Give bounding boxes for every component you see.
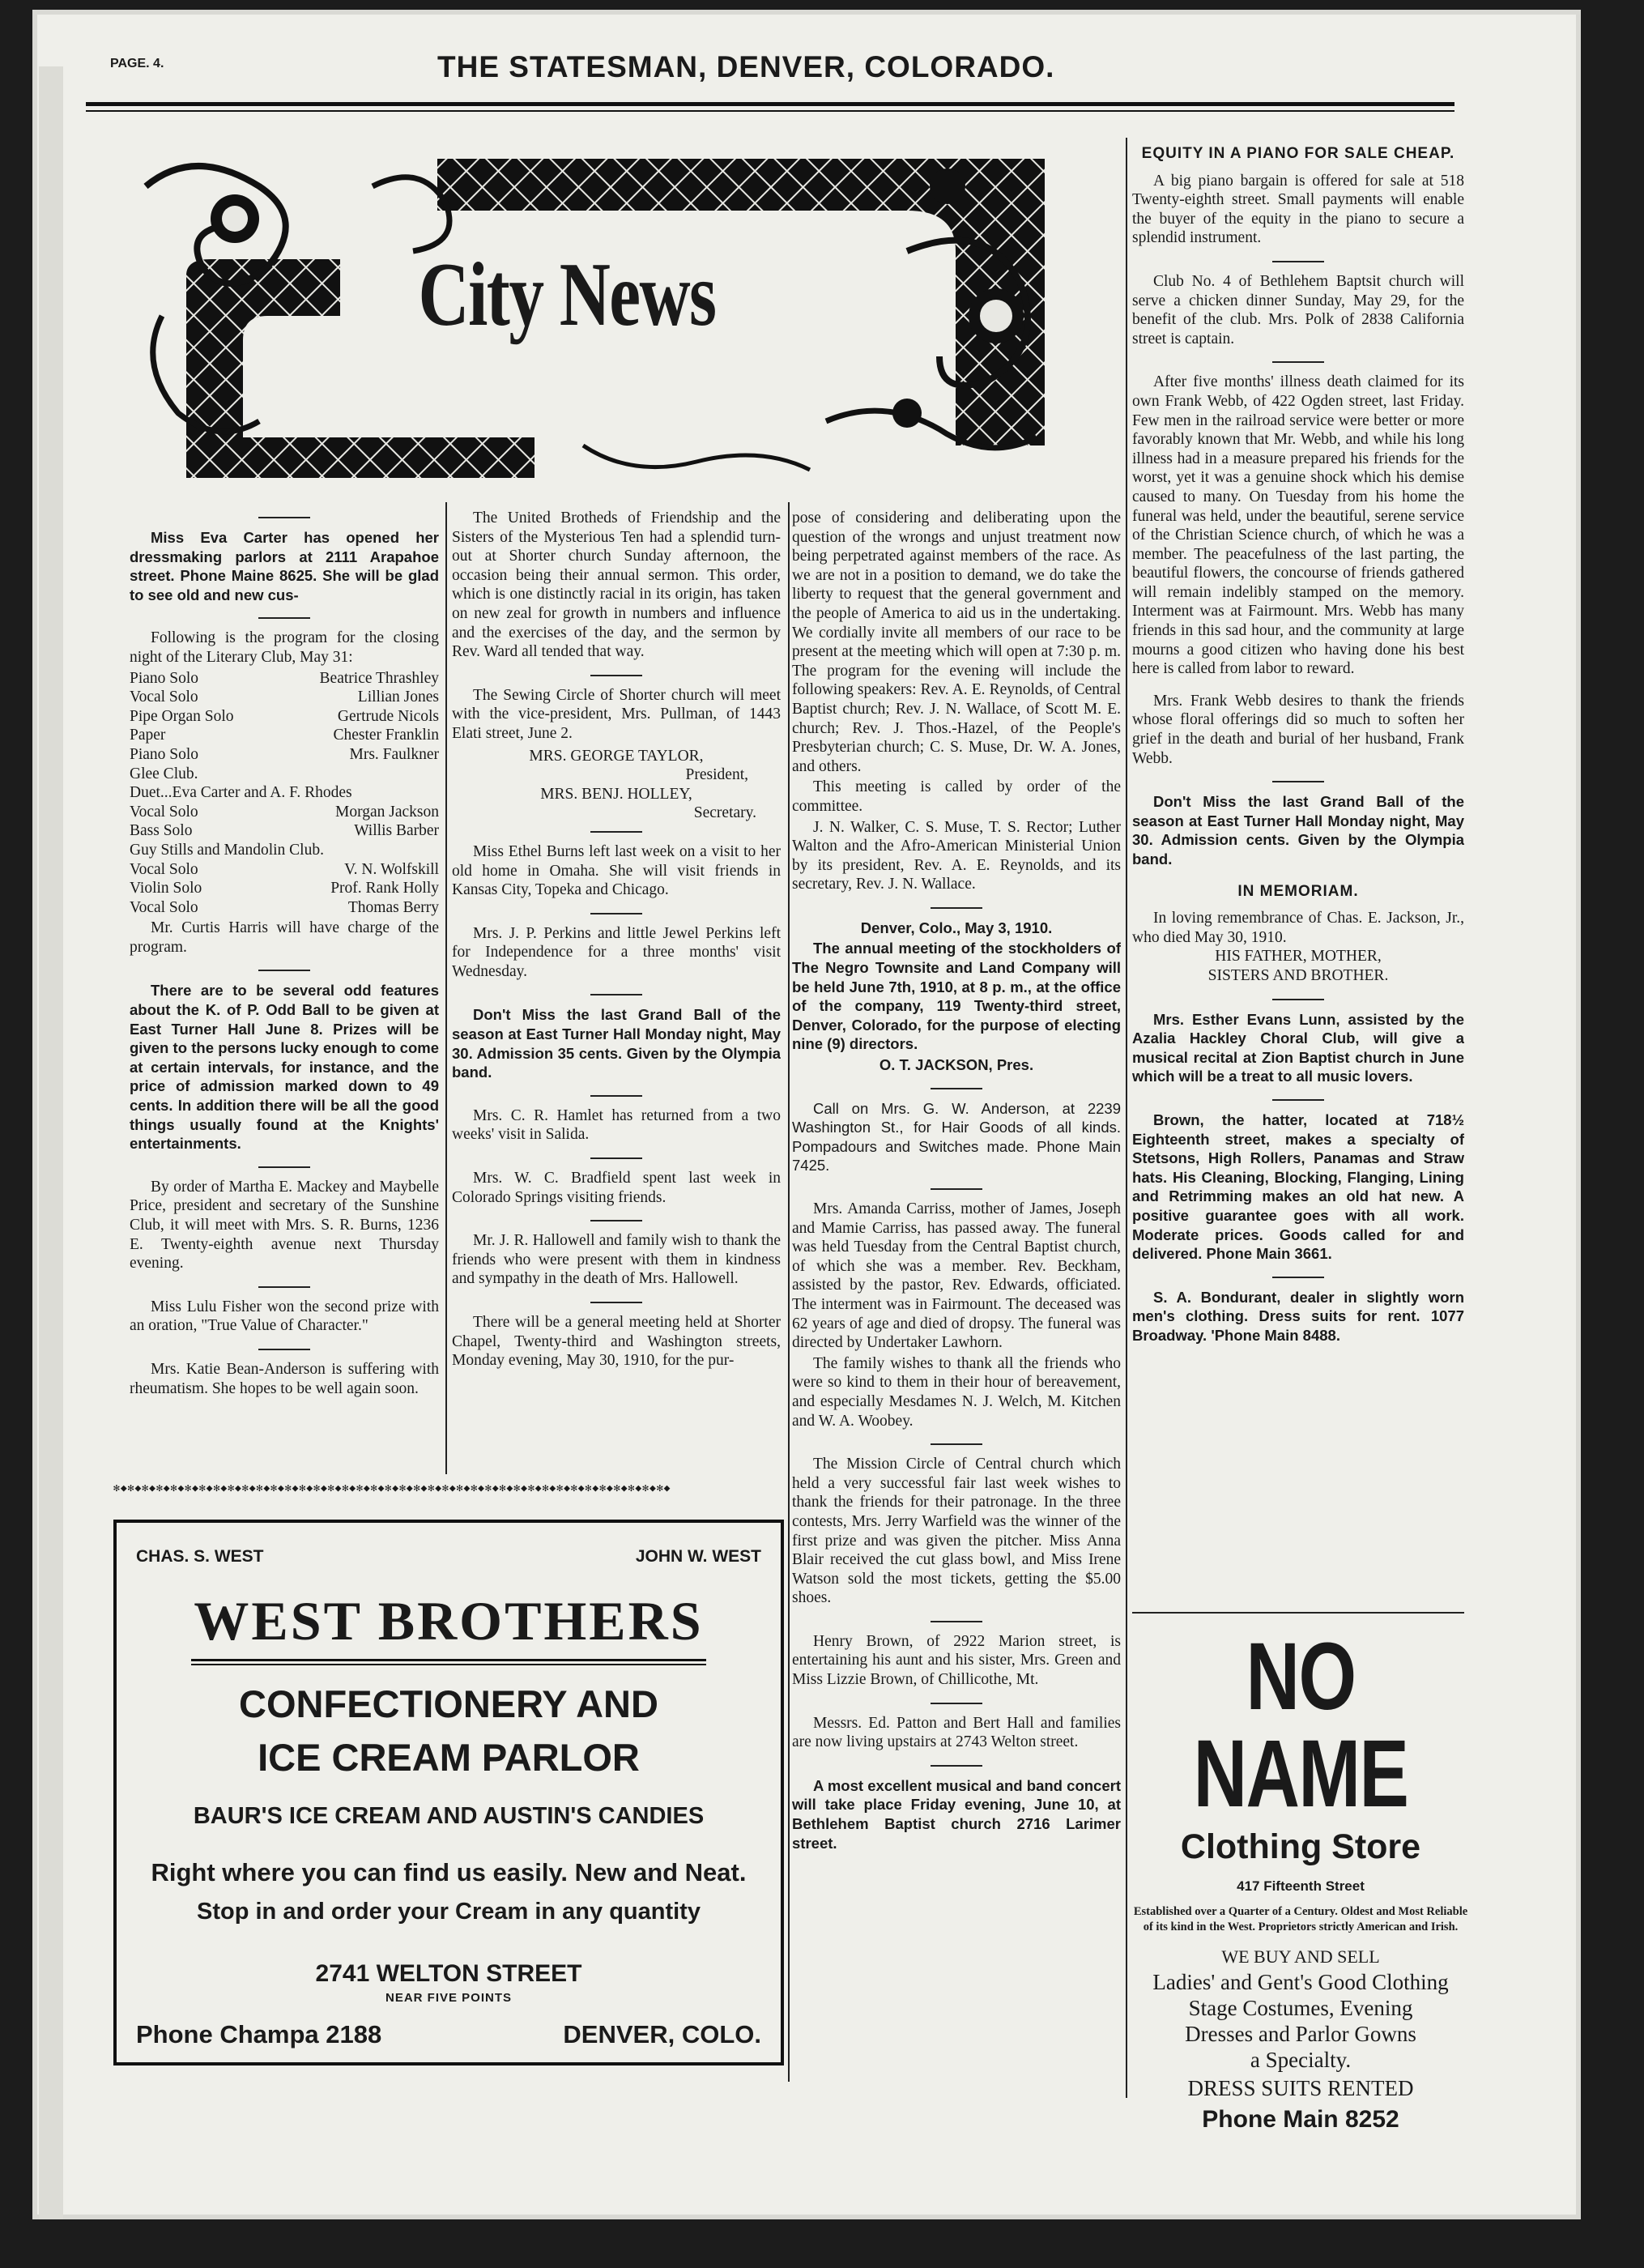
west-brothers-brand: WEST BROTHERS	[194, 1590, 704, 1652]
masthead-title: THE STATESMAN, DENVER, COLORADO.	[437, 50, 1055, 83]
west-phone: Phone Champa 2188	[136, 2020, 382, 2048]
program-item-performer: Morgan Jackson	[335, 803, 439, 821]
ad-footer	[136, 2020, 761, 2049]
separator	[590, 831, 642, 833]
column-rule-1	[445, 502, 447, 1474]
page-number: PAGE. 4.	[110, 57, 164, 70]
program-item-performer: Prof. Rank Holly	[330, 880, 439, 897]
masthead-rule	[86, 102, 1454, 106]
proprietor-names	[136, 1547, 761, 1567]
separator	[931, 1443, 982, 1445]
memoriam-heading: IN MEMORIAM.	[1237, 882, 1359, 900]
club-dinner-notice: Club No. 4 of Bethlehem Baptsit church will serve a chicken dinner Sunday, May 29, for the benefit of the club. Mrs. Polk of 2838 California street is captain.	[1132, 272, 1464, 347]
separator	[931, 1703, 982, 1704]
separator	[258, 970, 310, 971]
program-list	[130, 669, 439, 918]
lunn-recital-notice: Mrs. Esther Evans Lunn, assisted by the Azalia Hackley Choral Club, will give a musical recital at Zion Baptist church in June which will be a treat to all music lovers.	[1132, 1010, 1464, 1085]
meeting-continued: pose of considering and deliberating upon the question of the wrongs and unjust treatment now being perpetrated against members of the race. As we are not in a position to demand, we do take the liberty to request that the general government and the people of America to aid us in the undertaking. We cordially invite all members of our race to be present at the meeting which will open at 7:30 p. m. The program for the evening will include the following speakers: Rev. A. E. Reynolds, of Central Baptist church; Rev. J. N. Wallace, of Scott M. E. church; Rev. J. Thos.-Hazel, of the People's Presbyterian church; C. S. Muse, Dr. W. A. Jones, and others.	[792, 509, 1121, 775]
memoriam-family-2: SISTERS AND BROTHER.	[1207, 966, 1389, 984]
clothing-desc-4: a Specialty.	[1250, 2048, 1352, 2072]
program-item	[130, 879, 439, 898]
program-item-performer: Beatrice Thrashley	[319, 669, 439, 687]
separator	[931, 907, 982, 909]
program-item-performer: Thomas Berry	[347, 898, 439, 916]
separator	[931, 1621, 982, 1622]
program-item-performer: Chester Franklin	[333, 727, 439, 744]
ad-divider	[1132, 1612, 1464, 1614]
column-3	[792, 509, 1121, 2088]
no-name-address: 417 Fifteenth Street	[1237, 1878, 1365, 1894]
clothing-desc-3: Dresses and Parlor Gowns	[1185, 2022, 1416, 2046]
grand-ball-notice-2: Don't Miss the last Grand Ball of the season at East Turner Hall Monday night, May 30. Admission cents. Given by the Olympia band.	[1132, 793, 1464, 868]
program-item	[130, 765, 439, 784]
program-item	[130, 860, 439, 880]
eva-carter-notice: Miss Eva Carter has opened her dressmaking parlors at 2111 Arapahoe street. Phone Maine 8625. She will be glad to see old and new cus-	[130, 529, 439, 603]
program-item-act: Piano Solo	[130, 745, 199, 763]
column-1	[130, 517, 439, 1473]
program-item	[130, 898, 439, 918]
signature-taylor-title: President,	[685, 766, 748, 784]
hair-goods-notice: Call on Mrs. G. W. Anderson, at 2239 Washington St., for Hair Goods of all kinds. Pompadours and Switches made. Phone Main 7425.	[792, 1099, 1121, 1174]
buy-sell-line: WE BUY AND SELL	[1221, 1946, 1380, 1967]
order-line: Stop in and order your Cream in any quantity	[197, 1899, 701, 1925]
program-item-act: Vocal Solo	[130, 860, 198, 878]
program-item-act: Paper	[130, 727, 166, 744]
established-line: Established over a Quarter of a Century. Oldest and Most Reliable of its kind in the West. Proprietors strictly American and Irish.	[1133, 1905, 1468, 1933]
lulu-fisher-notice: Miss Lulu Fisher won the second prize with an oration, "True Value of Character."	[130, 1298, 439, 1335]
mission-circle-notice: The Mission Circle of Central church which held a very successful fair last week wishes to thank the friends for their patronage. In the three contests, Mrs. Jerry Warfield was the winner of the first prize and was given the pitcher. Miss Anna Blair received the cut glass bowl, and Miss Irene Watson sold the most tickets, getting the $5.00 shoes.	[792, 1456, 1121, 1607]
separator	[931, 1088, 982, 1089]
signature-taylor: MRS. GEORGE TAYLOR,	[529, 747, 704, 765]
separator	[931, 1188, 982, 1190]
signature-holley: MRS. BENJ. HOLLEY,	[540, 785, 692, 803]
program-item	[130, 803, 439, 822]
carriss-obituary: Mrs. Amanda Carriss, mother of James, Joseph and Mamie Carriss, has passed away. The funeral was held Tuesday from the Central Baptist church, of which she was a member. Rev. Beckham, assisted by the pastor, Rev. Edwards, officiated. The interment was in Fairmount. The deceased was 62 years of age and died of dropsy. The funeral was directed by Undertaker Lawhorn.	[792, 1200, 1121, 1352]
program-item-act: Piano Solo	[130, 669, 199, 687]
separator	[1272, 781, 1324, 782]
program-item-act: Violin Solo	[130, 880, 202, 897]
piano-heading: EQUITY IN A PIANO FOR SALE CHEAP.	[1141, 145, 1455, 162]
program-item-performer: V. N. Wolfskill	[344, 860, 439, 878]
sunshine-club-notice: By order of Martha E. Mackey and Maybelle Price, president and secretary of the Sunshine Club, it will meet with Mrs. S. R. Burns, 1236 E. Twenty-eighth avenue next Thursday evening.	[130, 1178, 439, 1273]
ornamental-border: ✻◆✻◆✻◆✻◆✻◆✻◆✻◆✻◆✻◆✻◆✻◆✻◆✻◆✻◆✻◆✻◆✻◆✻◆✻◆✻◆✻◆✻◆✻◆✻◆✻◆✻◆✻◆✻◆✻◆✻◆✻◆✻◆✻◆✻◆✻◆✻◆✻◆✻◆✻◆	[113, 1484, 671, 1494]
separator	[590, 913, 642, 914]
program-item-performer: Willis Barber	[354, 822, 439, 840]
program-item	[130, 707, 439, 727]
confectionery-line: CONFECTIONERY AND	[239, 1682, 658, 1725]
separator	[1272, 361, 1324, 363]
program-item-performer: Mrs. Faulkner	[349, 745, 439, 763]
clothing-desc-2: Stage Costumes, Evening	[1188, 1996, 1413, 2020]
west-address: 2741 WELTON STREET	[315, 1960, 582, 1987]
program-item-act: Duet...Eva Carter and A. F. Rhodes	[130, 784, 352, 802]
odd-ball-notice: There are to be several odd features about the K. of P. Odd Ball to be given at East Turner Hall June 8. Prizes will be given to the persons lucky enough to come at certain intervals, for instance, and the price of admission marked down to 49 cents. In addition there will be all the good things usually found at the Knights' entertainments.	[130, 982, 439, 1153]
program-item-act: Bass Solo	[130, 822, 193, 840]
page-edge-strip	[39, 66, 63, 2219]
program-item-act: Vocal Solo	[130, 688, 198, 706]
united-brothers-notice: The United Brotheds of Friendship and the Sisters of the Mysterious Ten had a splendid turn-out at Shorter church Sunday afternoon, the occasion being their annual sermon. This order, which is one distinctly racial in its origin, has taken on new zeal for growth in numbers and influence and the exercises of the day, and the sermon by Rev. Ward all tended that way.	[452, 509, 781, 661]
dateline: Denver, Colo., May 3, 1910.	[860, 919, 1053, 936]
city-news-title: City News	[418, 245, 716, 345]
column-rule-2	[788, 502, 790, 2082]
column-4	[1132, 144, 1464, 1602]
program-item-act: Vocal Solo	[130, 898, 198, 916]
katie-bean-notice: Mrs. Katie Bean-Anderson is suffering with rheumatism. She hopes to be well again soon.	[130, 1360, 439, 1397]
program-item	[130, 688, 439, 707]
separator	[1272, 999, 1324, 1000]
general-meeting-notice: There will be a general meeting held at Shorter Chapel, Twenty-third and Washington streets, Monday evening, May 30, 1910, for the pur-	[452, 1314, 781, 1370]
no-name-phone: Phone Main 8252	[1202, 2106, 1399, 2133]
separator	[590, 994, 642, 995]
program-charge: Mr. Curtis Harris will have charge of the program.	[130, 919, 439, 956]
brown-hatter-ad: Brown, the hatter, located at 718½ Eighteenth street, makes a specialty of Stetsons, High Rollers, Panamas and Straw hats. His Cleaning, Blocking, Flanging, Lining and Retrimming makes an old hat new. A positive guarantee goes with all work. Moderate prices. Goods called for and delivered. Phone Main 3661.	[1132, 1111, 1464, 1263]
near-five-points: NEAR FIVE POINTS	[385, 1991, 513, 2005]
program-item	[130, 669, 439, 688]
no-name-clothing-ad	[1131, 1623, 1471, 2133]
dress-suits-rented: DRESS SUITS RENTED	[1187, 2076, 1414, 2100]
program-item	[130, 783, 439, 803]
west-city: DENVER, COLO.	[563, 2020, 761, 2048]
program-item-performer: Gertrude Nicols	[337, 707, 439, 725]
column-2	[452, 509, 781, 1473]
location-line: Right where you can find us easily. New and Neat.	[151, 1858, 747, 1886]
separator	[258, 1286, 310, 1288]
ethel-burns-notice: Miss Ethel Burns left last week on a visit to her old home in Omaha. She will visit friends in Kansas City, Topeka and Chicago.	[452, 842, 781, 899]
carriss-thanks: The family wishes to thank all the friends who were so kind to them in their hour of bereavement, and especially Mesdames N. J. Welch, M. Kitchen and W. A. Woobey.	[792, 1354, 1121, 1430]
bondurant-ad: S. A. Bondurant, dealer in slightly worn men's clothing. Dress suits for rent. 1077 Broadway. 'Phone Main 8488.	[1132, 1288, 1464, 1344]
john-west: JOHN W. WEST	[635, 1547, 761, 1566]
program-item	[130, 745, 439, 765]
ice-cream-line: ICE CREAM PARLOR	[258, 1736, 640, 1779]
program-item-act: Vocal Solo	[130, 803, 198, 821]
patton-hall-notice: Messrs. Ed. Patton and Bert Hall and families are now living upstairs at 2743 Welton street.	[792, 1714, 1121, 1751]
memoriam-family-1: HIS FATHER, MOTHER,	[1215, 948, 1382, 966]
separator	[931, 1765, 982, 1767]
program-item-performer: Lillian Jones	[357, 688, 439, 706]
separator	[258, 1349, 310, 1350]
piano-notice: A big piano bargain is offered for sale at 518 Twenty-eighth street. Small payments will enable the buyer of the equity in the piano to secure a splendid instrument.	[1132, 172, 1464, 247]
program-item-act: Pipe Organ Solo	[130, 707, 234, 725]
sewing-circle-notice: The Sewing Circle of Shorter church will meet with the vice-president, Mrs. Pullman, of 1443 Elati street, June 2.	[452, 686, 781, 742]
separator	[258, 1166, 310, 1168]
separator	[590, 1157, 642, 1159]
separator	[1272, 1277, 1324, 1278]
column-rule-3	[1126, 138, 1127, 2098]
separator	[1272, 261, 1324, 262]
program-item-act: Glee Club.	[130, 765, 198, 782]
clothing-desc-1: Ladies' and Gent's Good Clothing	[1152, 1970, 1449, 1994]
bradfield-notice: Mrs. W. C. Bradfield spent last week in Colorado Springs visiting friends.	[452, 1170, 781, 1206]
brand-rule-thin	[191, 1664, 706, 1665]
program-item-act: Guy Stills and Mandolin Club.	[130, 841, 324, 859]
stockholders-notice: The annual meeting of the stockholders of The Negro Townsite and Land Company will be held June 7th, 1910, at 8 p. m., at the office of the company, 119 Twenty-third street, Denver, Colorado, for the purpose of electing nine (9) directors.	[792, 940, 1121, 1053]
chas-west: CHAS. S. WEST	[136, 1547, 264, 1566]
brand-rule	[191, 1659, 706, 1661]
concert-notice: A most excellent musical and band concert will take place Friday evening, June 10, at Bethlehem Baptist church 2716 Larimer street.	[792, 1776, 1121, 1852]
jackson-signature: O. T. JACKSON, Pres.	[879, 1056, 1034, 1074]
clothing-store-line: Clothing Store	[1180, 1827, 1421, 1866]
committee-signers: J. N. Walker, C. S. Muse, T. S. Rector; Luther Walton and the Afro-American Ministerial Union by its president, Rev. A. E. Reynolds, and its secretary, Rev. J. N. Wallace.	[792, 818, 1121, 893]
grand-ball-notice: Don't Miss the last Grand Ball of the season at East Turner Hall Monday night, May 30. Admission 35 cents. Given by the Olympia band.	[452, 1006, 781, 1081]
no-name-brand: NO NAME	[1193, 1623, 1408, 1827]
separator	[590, 1220, 642, 1221]
separator	[590, 1302, 642, 1303]
webb-thanks: Mrs. Frank Webb desires to thank the friends whose floral offerings did so much to soften her grief in the death and burial of her husband, Frank Webb.	[1132, 692, 1464, 767]
committee-order: This meeting is called by order of the committee.	[792, 778, 1121, 815]
separator	[258, 517, 310, 518]
program-item	[130, 726, 439, 745]
literary-club-intro: Following is the program for the closing night of the Literary Club, May 31:	[130, 629, 439, 666]
memoriam-text: In loving remembrance of Chas. E. Jackson, Jr., who died May 30, 1910.	[1132, 910, 1464, 946]
frank-webb-obituary: After five months' illness death claimed for its own Frank Webb, of 422 Ogden street, last Friday. Few men in the railroad service were better or more favorably known that Mr. Webb, and while his long illness had in a measure prepared his friends for the worst, yet it was a genuine shock which his demise caused to many. On Tuesday from his home the funeral was held, under the beautiful, serene service of the Christian Science church, of which he was a member. The peacefulness of the last parting, the beautiful flowers, the concourse of friends gathered will remain indelibly stamped on the memory. Interment was at Fairmount. Mrs. Webb has many friends in this sad hour, and the community at large mourns a good citizen who having done his best here is called from labor to reward.	[1132, 373, 1464, 678]
west-brothers-ad	[113, 1520, 784, 2066]
separator	[590, 675, 642, 676]
henry-brown-notice: Henry Brown, of 2922 Marion street, is entertaining his aunt and his sister, Mrs. Green and Miss Lizzie Brown, of Chillicothe, Mt.	[792, 1632, 1121, 1689]
perkins-notice: Mrs. J. P. Perkins and little Jewel Perkins left for Independence for a three months' visit Wednesday.	[452, 924, 781, 980]
masthead-rule-thin	[86, 110, 1454, 112]
separator	[1272, 1099, 1324, 1101]
hamlet-notice: Mrs. C. R. Hamlet has returned from a two weeks' visit in Salida.	[452, 1106, 781, 1144]
candies-line: BAUR'S ICE CREAM AND AUSTIN'S CANDIES	[193, 1803, 705, 1829]
hallowell-notice: Mr. J. R. Hallowell and family wish to thank the friends who were present with them in kindness and sympathy in the death of Mrs. Hallowell.	[452, 1232, 781, 1288]
separator	[258, 617, 310, 619]
separator	[590, 1095, 642, 1097]
signature-holley-title: Secretary.	[693, 804, 756, 822]
program-item	[130, 841, 439, 860]
program-item	[130, 821, 439, 841]
